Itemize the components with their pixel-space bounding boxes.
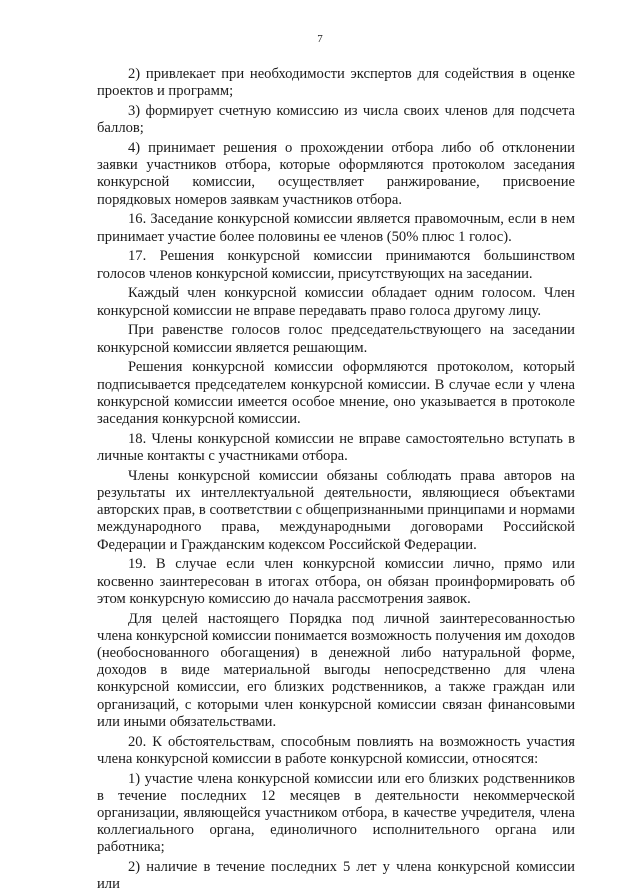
paragraph: Для целей настоящего Порядка под личной заинтересованностью члена конкурсной комиссии понимается возможность получения им доходов (необоснованного обогащения) в денежной либо натуральной форме, доходов в виде материальной выгоды непосредственно для члена конкурсной комиссии, его близких родственников, а также граждан или организаций, с которыми член конкурсной комиссии связан финансовыми или иными обязательствами. [97, 610, 575, 730]
paragraph: Каждый член конкурсной комиссии обладает одним голосом. Член конкурсной комиссии не вправе передавать право голоса другому лицу. [97, 285, 575, 319]
paragraph: 20. К обстоятельствам, способным повлиять на возможность участия члена конкурсной комиссии в работе конкурсной комиссии, относятся: [97, 733, 575, 767]
paragraph: 3) формирует счетную комиссию из числа своих членов для подсчета баллов; [97, 103, 575, 137]
paragraph: Члены конкурсной комиссии обязаны соблюдать права авторов на результаты их интеллектуальной деятельности, являющиеся объектами авторских прав, в соответствии с общепризнанными принципами и нормами международного права, международными договорами Российской Федерации и Гражданским кодексом Российской Федерации. [97, 467, 575, 553]
paragraph: 18. Члены конкурсной комиссии не вправе самостоятельно вступать в личные контакты с участниками отбора. [97, 430, 575, 465]
paragraph: 2) наличие в течение последних 5 лет у члена конкурсной комиссии или [97, 859, 575, 893]
paragraph: 2) привлекает при необходимости экспертов для содействия в оценке проектов и программ; [97, 66, 575, 100]
paragraph: 17. Решения конкурсной комиссии принимаются большинством голосов членов конкурсной комиссии, присутствующих на заседании. [97, 248, 575, 282]
paragraph: 19. В случае если член конкурсной комиссии лично, прямо или косвенно заинтересован в итогах отбора, он обязан проинформировать об этом конкурсную комиссию до начала рассмотрения заявок. [97, 556, 575, 607]
paragraph: 16. Заседание конкурсной комиссии является правомочным, если в нем принимает участие более половины ее членов (50% плюс 1 голос). [97, 211, 575, 245]
paragraph: 1) участие члена конкурсной комиссии или его близких родственников в течение последних 12 месяцев в деятельности некоммерческой организации, являющейся участником отбора, в качестве учредителя, члена коллегиального органа, единоличного исполнительного органа или работника; [97, 770, 575, 856]
paragraph: При равенстве голосов голос председательствующего на заседании конкурсной комиссии является решающим. [97, 322, 575, 356]
page-number: 7 [317, 33, 323, 45]
document-body [97, 66, 575, 896]
paragraph: 4) принимает решения о прохождении отбора либо об отклонении заявки участников отбора, которые оформляются протоколом заседания конкурсной комиссии, осуществляет ранжирование, присвоение порядковых номеров заявкам участников отбора. [97, 140, 575, 208]
paragraph: Решения конкурсной комиссии оформляются протоколом, который подписывается председателем конкурсной комиссии. В случае если у члена конкурсной комиссии имеется особое мнение, оно указывается в протоколе заседания конкурсной комиссии. [97, 359, 575, 428]
